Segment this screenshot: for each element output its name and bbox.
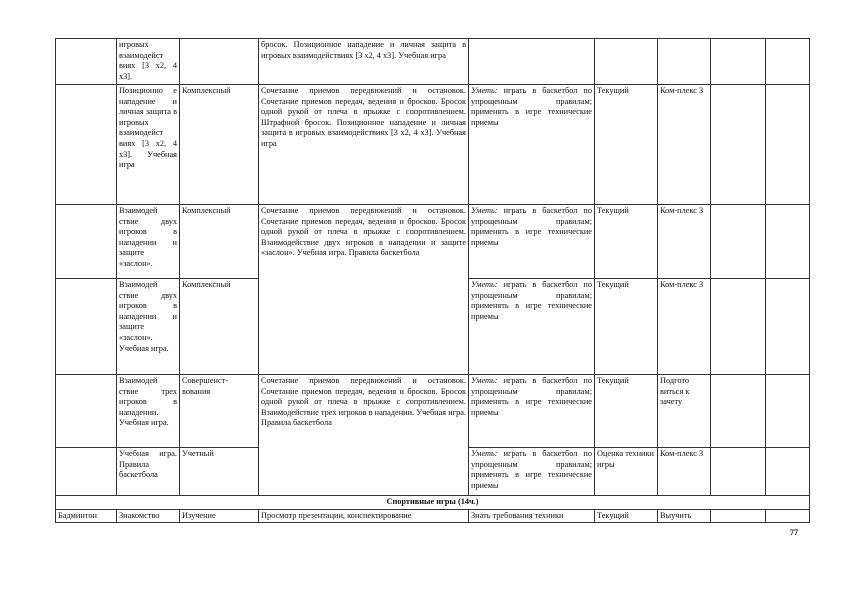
homework-cell: Выучить — [658, 509, 711, 523]
topic-cell: Взаимодей ствие двух игроков в нападении и защите «заслон». — [117, 205, 180, 279]
requirements-cell — [469, 279, 595, 375]
content-cell: бросок. Позиционное нападение и личная защита в игровых взаимодействиях [3 х2, 4 х3]. Учебная игра — [259, 39, 469, 85]
date-fact-cell — [766, 509, 810, 523]
topic-cell: Учебная игра. Правила баскетбола — [117, 448, 180, 496]
control-cell: Текущий — [595, 375, 658, 448]
lesson-type-cell: Комплексный — [180, 279, 259, 375]
lesson-type-cell: Комплексный — [180, 85, 259, 205]
control-cell — [595, 39, 658, 85]
requirements-cell — [469, 85, 595, 205]
sport-cell: Бадминтон — [56, 509, 117, 523]
sport-cell — [56, 448, 117, 496]
sport-cell — [56, 279, 117, 375]
requirements-text: играть в баскетбол по упрощенным правилам; применять в игре технические приемы — [471, 280, 592, 321]
table-row — [56, 509, 810, 523]
table-row — [56, 375, 810, 448]
sport-cell — [56, 39, 117, 85]
requirements-label: Уметь: — [471, 280, 498, 289]
topic-cell: Знакомство — [117, 509, 180, 523]
requirements-text: играть в баскетбол по упрощенным правилам; применять в игре технические приемы — [471, 86, 592, 127]
lesson-type-cell: Комплексный — [180, 205, 259, 279]
section-row — [56, 496, 810, 510]
date-plan-cell — [711, 448, 766, 496]
requirements-text: играть в баскетбол по упрощенным правилам; применять в игре технические приемы — [471, 449, 592, 490]
control-cell: Текущий — [595, 205, 658, 279]
topic-cell: Позиционно е нападение и личная защита в игровых взаимодейст виях [3 х2, 4 х3]. Учебная игра — [117, 85, 180, 205]
requirements-label: Уметь: — [471, 376, 498, 385]
date-plan-cell — [711, 205, 766, 279]
date-fact-cell — [766, 375, 810, 448]
lesson-type-cell: Совершенст-вования — [180, 375, 259, 448]
requirements-cell — [469, 448, 595, 496]
date-fact-cell — [766, 85, 810, 205]
requirements-label: Уметь: — [471, 206, 498, 215]
requirements-label: Уметь: — [471, 86, 498, 95]
sport-cell — [56, 375, 117, 448]
date-fact-cell — [766, 279, 810, 375]
content-cell: Сочетание приемов передвижений и остановок. Сочетание приемов передач, ведения и бросков. Бросок одной рукой от плеча в прыжке с сопротивлением. Взаимодействие двух игроков в нападении и защите «заслон». Учебная игра. Правила баскетбола — [259, 205, 469, 375]
lesson-type-cell: Изучение — [180, 509, 259, 523]
date-fact-cell — [766, 448, 810, 496]
homework-cell: Ком-плекс 3 — [658, 85, 711, 205]
date-plan-cell — [711, 39, 766, 85]
date-fact-cell — [766, 39, 810, 85]
control-cell: Текущий — [595, 279, 658, 375]
date-plan-cell — [711, 85, 766, 205]
topic-cell: Взаимодей ствие трех игроков в нападении. Учебная игра. — [117, 375, 180, 448]
date-plan-cell — [711, 279, 766, 375]
requirements-cell — [469, 39, 595, 85]
control-cell: Текущий — [595, 509, 658, 523]
table-row — [56, 85, 810, 205]
page-number: 77 — [790, 528, 798, 537]
homework-cell: Подгото виться к зачету — [658, 375, 711, 448]
requirements-cell — [469, 205, 595, 279]
section-title: Спортивные игры (14ч.) — [56, 496, 810, 510]
topic-cell: Взаимодей ствие двух игроков в нападении и защите «заслон». Учебная игра. — [117, 279, 180, 375]
lesson-type-cell: Учетный — [180, 448, 259, 496]
sport-cell — [56, 85, 117, 205]
sport-cell — [56, 205, 117, 279]
lesson-type-cell — [180, 39, 259, 85]
date-plan-cell — [711, 375, 766, 448]
requirements-cell — [469, 375, 595, 448]
topic-cell: игровых взаимодейст виях [3 х2, 4 х3]. — [117, 39, 180, 85]
content-cell: Сочетание приемов передвижений и остановок. Сочетание приемов передач, ведения и бросков. Бросок одной рукой от плеча в прыжке с сопротивлением. Взаимодействие трех игроков в нападении. Учебная игра. Правила баскетбола — [259, 375, 469, 496]
homework-cell — [658, 39, 711, 85]
content-cell: Сочетание приемов передвижений и остановок. Сочетание приемов передач, ведения и бросков. Бросок одной рукой от плеча в прыжке с сопротивлением. Штрафной бросок. Позиционное нападение и личная защита в игровых взаимодействиях [3 х2, 4 х3]. Учебная игра — [259, 85, 469, 205]
date-plan-cell — [711, 509, 766, 523]
requirements-text: играть в баскетбол по упрощенным правилам; применять в игре технические приемы — [471, 376, 592, 417]
date-fact-cell — [766, 205, 810, 279]
homework-cell: Ком-плекс 3 — [658, 448, 711, 496]
table-row — [56, 205, 810, 279]
requirements-text: играть в баскетбол по упрощенным правилам; применять в игре технические приемы — [471, 206, 592, 247]
homework-cell: Ком-плекс 3 — [658, 205, 711, 279]
homework-cell: Ком-плекс 3 — [658, 279, 711, 375]
control-cell: Текущий — [595, 85, 658, 205]
requirements-cell: Знать требования техники — [469, 509, 595, 523]
control-cell: Оценка техники игры — [595, 448, 658, 496]
lesson-plan-sheet — [55, 38, 810, 523]
lesson-plan-table — [55, 38, 810, 523]
content-cell: Просмотр презентации, конспектирование — [259, 509, 469, 523]
requirements-label: Уметь: — [471, 449, 498, 458]
table-row — [56, 39, 810, 85]
